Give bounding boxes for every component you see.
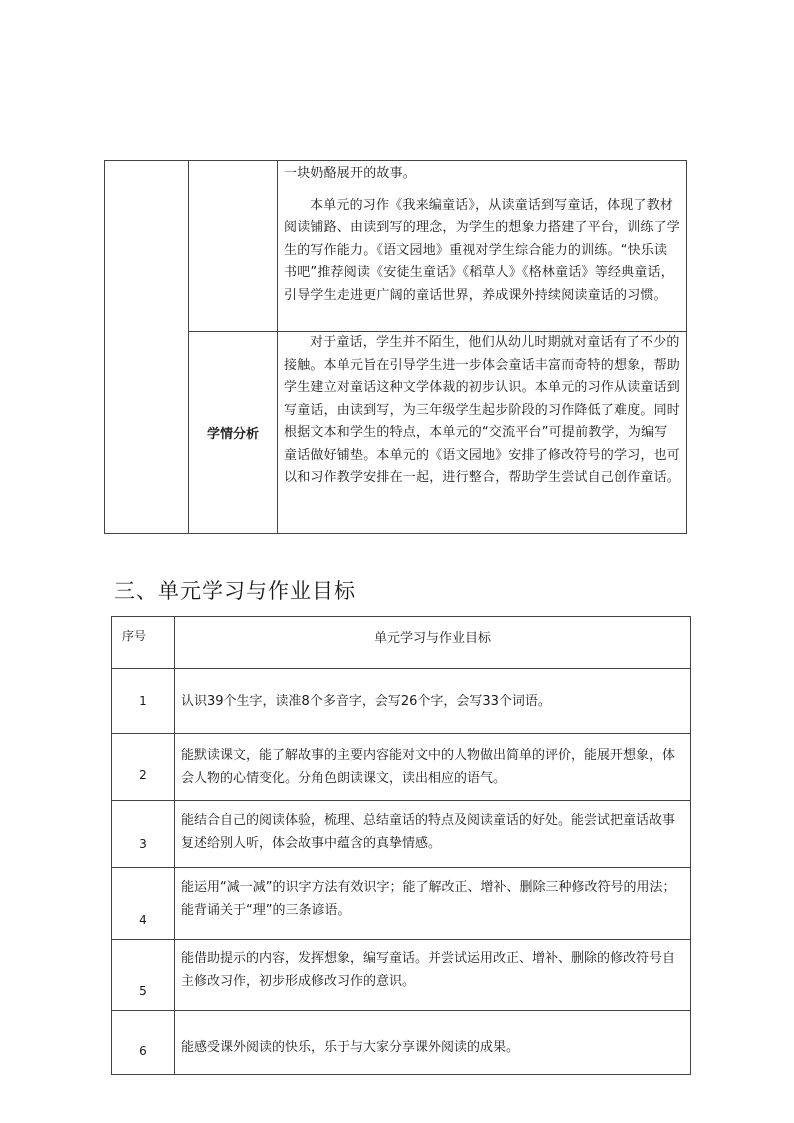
goal-text: 能运用“减一减”的识字方法有效识字；能了解改正、增补、删除三种修改符号的用法；能背诵关于“理”的三条谚语。: [175, 868, 691, 940]
section-label-cell: [105, 161, 189, 534]
analysis-row-2: [105, 332, 687, 534]
goal-number: 1: [112, 669, 175, 734]
paragraph: 本单元的习作《我来编童话》，从读童话到写童话，体现了教材阅读铺路、由读到写的理念，为学生的想象力搭建了平台，训练了学生的写作能力。《语文园地》重视对学生综合能力的训练。“快乐读书吧”推荐阅读《安徒生童话》《稻草人》《格林童话》等经典童话，引导学生走进更广阔的童话世界，养成课外持续阅读童话的习惯。: [284, 197, 681, 303]
content-cell: [278, 332, 687, 534]
goal-text: 能感受课外阅读的快乐，乐于与大家分享课外阅读的成果。: [175, 1011, 691, 1075]
goal-text: 能结合自己的阅读体验，梳理、总结童话的特点及阅读童话的好处。能尝试把童话故事复述给别人听，体会故事中蕴含的真挚情感。: [175, 801, 691, 868]
table-row: [112, 940, 691, 1011]
table-row: [112, 801, 691, 868]
goal-text: 能默读课文，能了解故事的主要内容能对文中的人物做出简单的评价，能展开想象，体会人物的心情变化。分角色朗读课文，读出相应的语气。: [175, 734, 691, 801]
row-label-learning-analysis: 学情分析: [189, 332, 278, 534]
goal-number: 6: [112, 1011, 175, 1075]
analysis-row-1: [105, 161, 687, 332]
goal-number: 3: [112, 801, 175, 868]
table-row: [112, 734, 691, 801]
table-row: [112, 669, 691, 734]
table-row: [112, 1011, 691, 1075]
goal-text: 认识39个生字，读准8个多音字，会写26个字，会写33个词语。: [175, 669, 691, 734]
content-cell: [278, 161, 687, 332]
analysis-table: [104, 160, 687, 534]
goals-header-row: [112, 617, 691, 669]
goal-number: 4: [112, 868, 175, 940]
goal-text: 能借助提示的内容，发挥想象，编写童话。并尝试运用改正、增补、删除的修改符号自主修改习作，初步形成修改习作的意识。: [175, 940, 691, 1011]
section-heading: 三、单元学习与作业目标: [114, 579, 356, 603]
goals-table: [111, 616, 691, 1075]
header-number: 序号: [112, 617, 175, 669]
goal-number: 2: [112, 734, 175, 801]
table-row: [112, 868, 691, 940]
paragraph: 一块奶酪展开的故事。: [284, 166, 417, 181]
header-goal: 单元学习与作业目标: [175, 617, 691, 669]
row-label-cell-empty: [189, 161, 278, 332]
paragraph: 对于童话，学生并不陌生，他们从幼儿时期就对童话有了不少的接触。本单元旨在引导学生进一步体会童话丰富而奇特的想象，帮助学生建立对童话这种文学体裁的初步认识。本单元的习作从读童话到写童话，由读到写，为三年级学生起步阶段的习作降低了难度。同时根据文本和学生的特点，本单元的“交流平台”可提前教学，为编写童话做好铺垫。本单元的《语文园地》安排了修改符号的学习，也可以和习作教学安排在一起，进行整合，帮助学生尝试自己创作童话。: [284, 335, 681, 485]
goal-number: 5: [112, 940, 175, 1011]
